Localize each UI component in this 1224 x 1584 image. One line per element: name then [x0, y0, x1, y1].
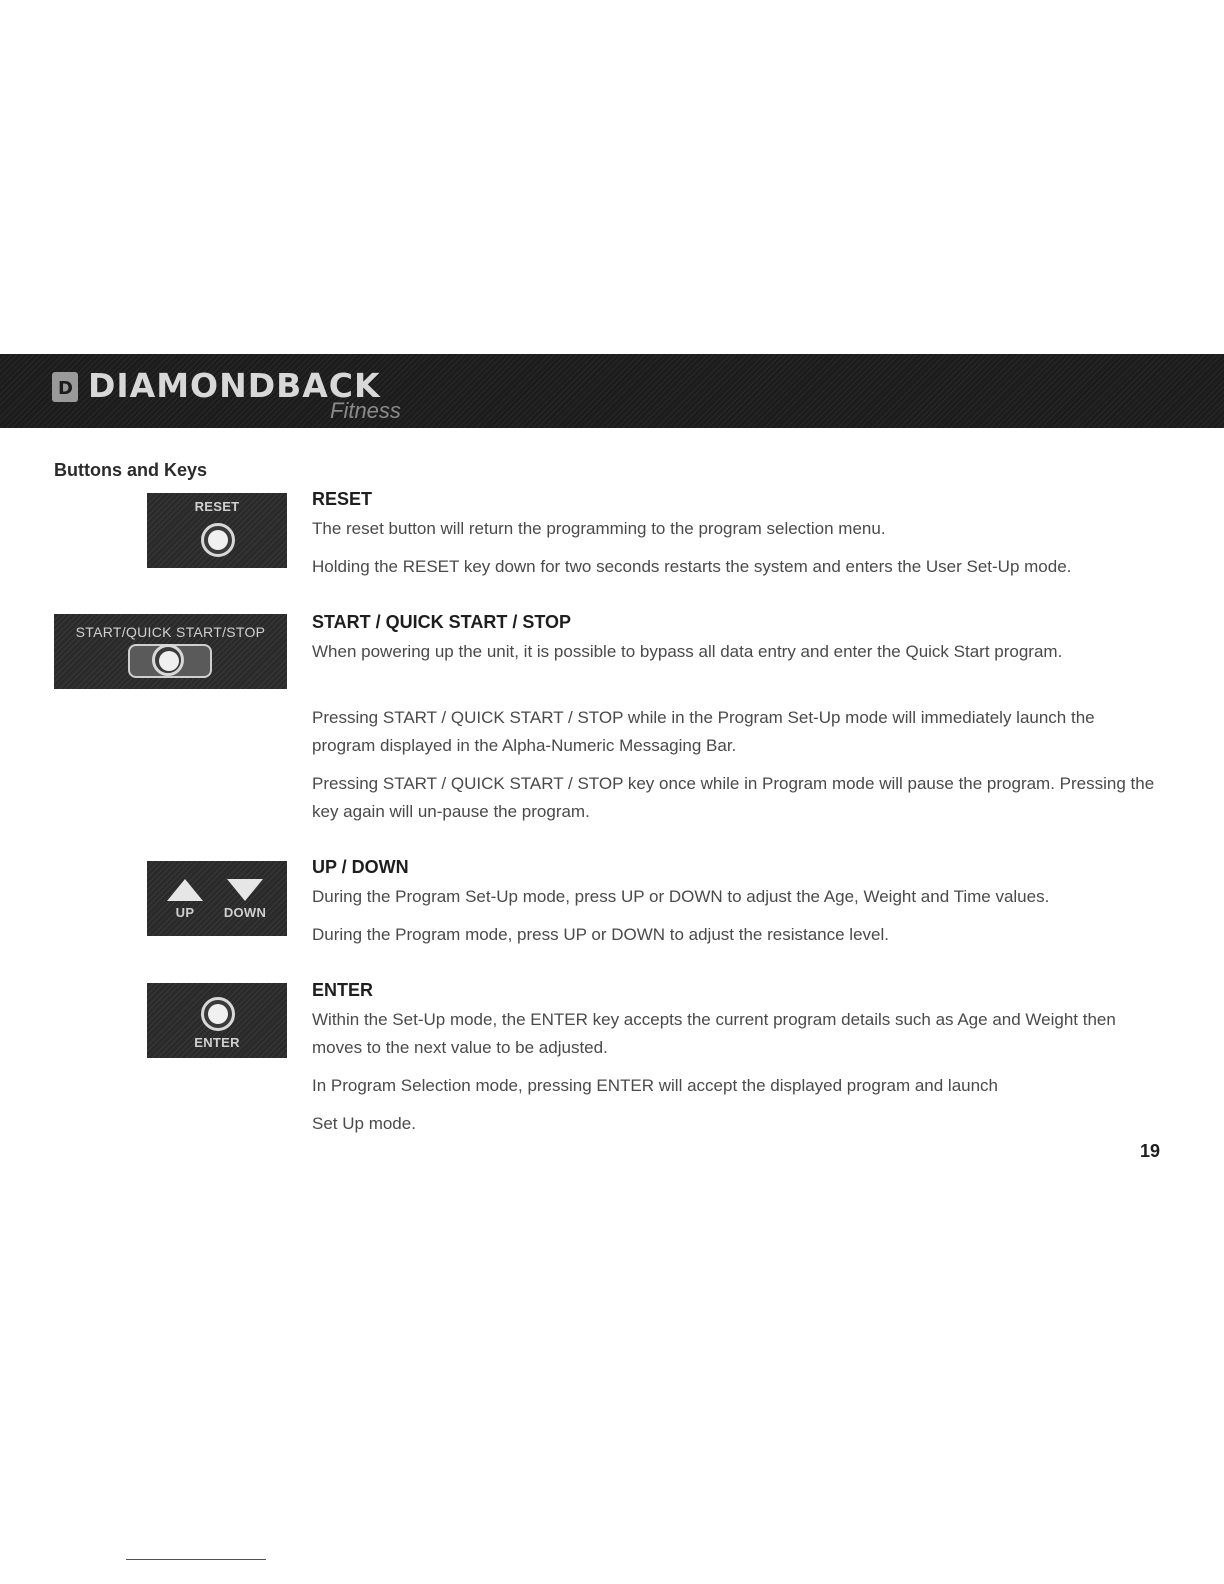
reset-title: RESET	[312, 489, 373, 509]
down-arrow-icon	[227, 879, 263, 901]
start-paragraph-1: When powering up the unit, it is possible to bypass all data entry and enter the Quick Start program.	[312, 642, 1063, 661]
start-paragraph-3: Pressing START / QUICK START / STOP key once while in Program mode will pause the program. Pressing the key again will un-pause the program.	[312, 774, 1155, 821]
up-arrow-icon	[167, 879, 203, 901]
page-heading: Buttons and Keys	[54, 460, 208, 480]
down-key-label: DOWN	[223, 905, 267, 920]
start-circle-icon	[152, 644, 184, 676]
brand-name: DIAMONDBACK	[88, 366, 381, 405]
page-number: 19	[1140, 1141, 1161, 1161]
reset-circle-icon	[201, 523, 235, 557]
start-key-label: START/QUICK START/STOP	[75, 624, 266, 640]
reset-key-label: RESET	[194, 499, 240, 514]
brand-subtitle: Fitness	[330, 398, 401, 423]
enter-key-image	[147, 983, 287, 1058]
footer-divider	[126, 1559, 266, 1560]
reset-paragraph-1: The reset button will return the programming to the program selection menu.	[312, 519, 886, 538]
enter-key-label: ENTER	[194, 1035, 240, 1050]
enter-paragraph-1: Within the Set-Up mode, the ENTER key accepts the current program details such as Age and Weight then moves to the next value to be adjusted.	[312, 1010, 1116, 1057]
updown-paragraph-2: During the Program mode, press UP or DOWN to adjust the resistance level.	[312, 925, 889, 944]
start-key-image	[54, 614, 287, 689]
reset-paragraph-2: Holding the RESET key down for two seconds restarts the system and enters the User Set-Up mode.	[312, 557, 1072, 576]
enter-circle-icon	[201, 997, 235, 1031]
enter-paragraph-2: In Program Selection mode, pressing ENTER will accept the displayed program and launch	[312, 1076, 999, 1095]
enter-title: ENTER	[312, 980, 374, 1000]
up-key-label: UP	[175, 905, 195, 920]
reset-key-image	[147, 493, 287, 568]
start-title: START / QUICK START / STOP	[312, 612, 572, 632]
enter-paragraph-3: Set Up mode.	[312, 1114, 416, 1133]
updown-paragraph-1: During the Program Set-Up mode, press UP or DOWN to adjust the Age, Weight and Time values.	[312, 887, 1050, 906]
updown-key-image	[147, 861, 287, 936]
updown-title: UP / DOWN	[312, 857, 409, 877]
brand-logo-icon: D	[52, 372, 78, 402]
start-paragraph-2: Pressing START / QUICK START / STOP while in the Program Set-Up mode will immediately launch the program displayed in the Alpha-Numeric Messaging Bar.	[312, 708, 1095, 755]
